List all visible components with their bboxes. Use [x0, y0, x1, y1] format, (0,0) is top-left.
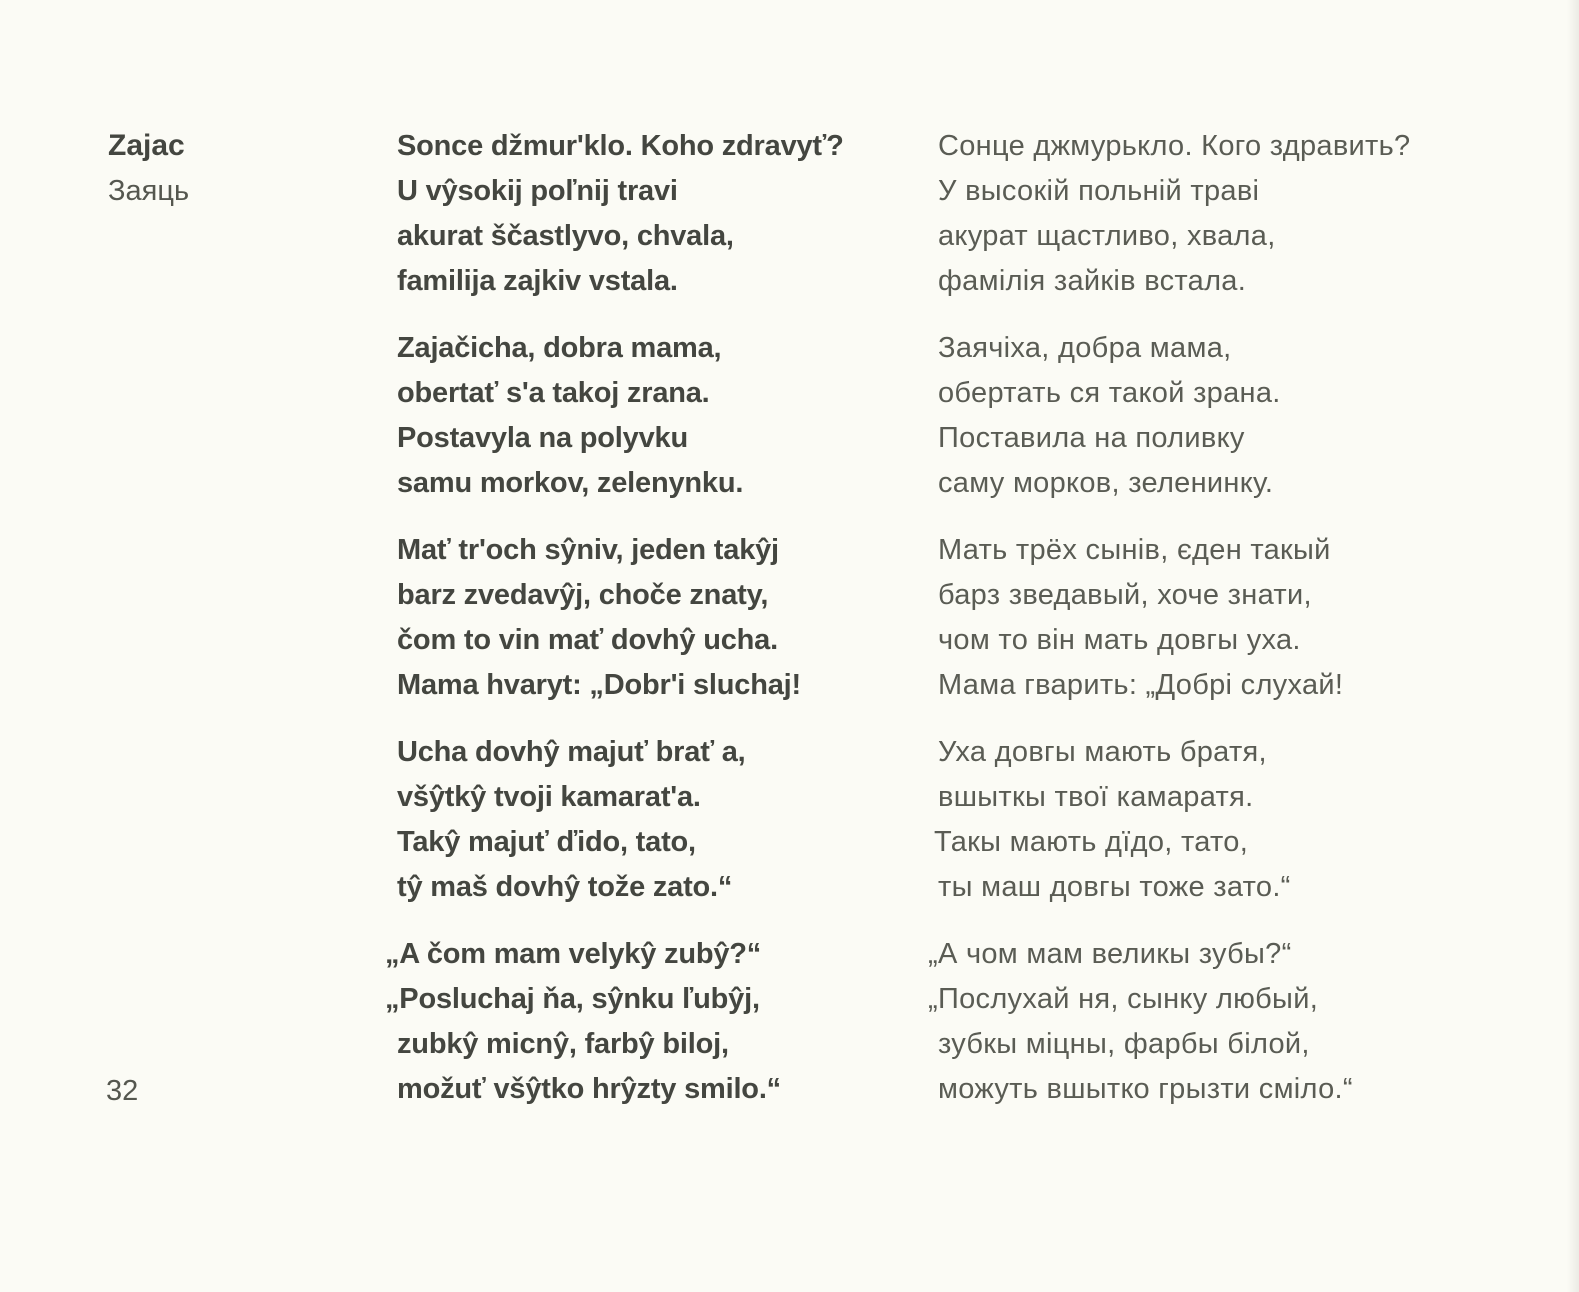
verse-line: Takŷ majuť ďido, tato, — [397, 826, 696, 858]
verse-line: Сонце джмурькло. Кого здравить? — [938, 130, 1411, 162]
verse-line: U vŷsokij poľnij travi — [397, 175, 678, 207]
verse-line: ты маш довгы тоже зато.“ — [938, 871, 1291, 903]
verse-line: зубкы міцны, фарбы білой, — [938, 1028, 1310, 1060]
verse-line: Мама гварить: „Добрі слухай! — [938, 669, 1344, 701]
verse-line: samu morkov, zelenynku. — [397, 467, 744, 499]
verse-line: Такы мають дїдо, тато, — [934, 826, 1249, 858]
stanza — [938, 124, 1558, 304]
verse-line: všŷtkŷ tvoji kamarat'a. — [397, 781, 701, 813]
verse-line: Postavyla na polyvku — [397, 422, 688, 454]
verse-line: можуть вшыткo грызти сміло.“ — [938, 1073, 1353, 1105]
poem-title-block — [108, 124, 189, 214]
page-number: 32 — [106, 1075, 139, 1107]
verse-line: барз зведавый, хоче знати, — [938, 579, 1312, 611]
verse-line: Zajačicha, dobra mama, — [397, 332, 722, 364]
stanza — [397, 124, 897, 304]
verse-line: „Послухай ня, сынку любый, — [928, 983, 1319, 1015]
verse-line: „Posluchaj ňa, sŷnku ľubŷj, — [385, 983, 760, 1015]
verse-line: обертать ся такой зрана. — [938, 377, 1281, 409]
verse-line: фамілія зайків встала. — [938, 265, 1247, 297]
verse-line: barz zvedavŷj, choče znaty, — [397, 579, 769, 611]
stanza — [938, 528, 1558, 708]
verse-line: вшыткы твої камаратя. — [938, 781, 1254, 813]
poem-latin-column — [385, 124, 897, 1134]
verse-line: Поставила на поливку — [938, 422, 1245, 454]
verse-line: možuť všŷtko hrŷzty smilo.“ — [397, 1073, 781, 1105]
verse-line: Уха довгы мають братя, — [938, 736, 1267, 768]
stanza — [385, 932, 897, 1112]
verse-line: čom to vin mať dovhŷ ucha. — [397, 624, 778, 656]
poem-cyrillic-column — [928, 124, 1558, 1134]
verse-line: Ucha dovhŷ majuť brať a, — [397, 736, 746, 768]
verse-line: Мать трёх сынів, єден такый — [938, 534, 1331, 566]
stanza — [397, 326, 897, 506]
stanza — [938, 326, 1558, 506]
verse-line: Sonce džmur'klo. Koho zdravyť? — [397, 130, 844, 162]
verse-line: саму морков, зеленинку. — [938, 467, 1274, 499]
verse-line: familija zajkiv vstala. — [397, 265, 678, 297]
page-edge-shadow — [1567, 0, 1579, 1292]
poem-title-cyrillic: Заяць — [108, 175, 190, 207]
verse-line: Mať tr'och sŷniv, jeden takŷj — [397, 534, 779, 566]
verse-line: чом то він мать довгы уха. — [938, 624, 1301, 656]
stanza — [934, 730, 1558, 910]
verse-line: zubkŷ micnŷ, farbŷ biloj, — [397, 1028, 729, 1060]
stanza — [397, 528, 897, 708]
verse-line: tŷ maš dovhŷ tože zato.“ — [397, 871, 733, 903]
verse-line: У высокій польній траві — [938, 175, 1260, 207]
poem-title-latin: Zajac — [108, 129, 185, 162]
verse-line: акурат щастливо, хвала, — [938, 220, 1276, 252]
verse-line: Mama hvaryt: „Dobr'i sluchaj! — [397, 669, 801, 701]
stanza — [928, 932, 1558, 1112]
verse-line: „A čom mam velykŷ zubŷ?“ — [385, 938, 762, 970]
stanza — [397, 730, 897, 910]
verse-line: „А чом мам великы зубы?“ — [928, 938, 1292, 970]
verse-line: Заячіха, добра мама, — [938, 332, 1232, 364]
verse-line: akurat ščastlyvo, chvala, — [397, 220, 734, 252]
verse-line: obertať s'a takoj zrana. — [397, 377, 710, 409]
